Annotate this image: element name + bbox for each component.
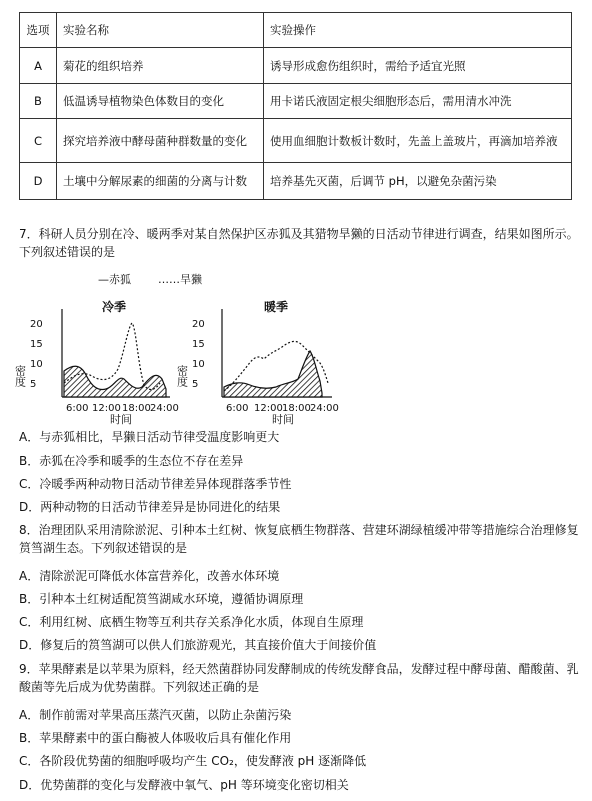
q9-option-c: C．各阶段优势菌的细胞呼吸均产生 CO₂，使发酵液 pH 逐渐降低 xyxy=(19,754,367,768)
row-name: 菊花的组织培养 xyxy=(57,48,264,84)
y-tick: 20 xyxy=(30,319,43,330)
activity-rhythm-figure xyxy=(10,265,340,427)
table-row xyxy=(20,48,572,84)
fox-curve xyxy=(64,366,166,397)
y-tick: 20 xyxy=(192,319,205,330)
x-tick: 6:00 xyxy=(226,403,249,414)
q7-option-b: B．赤狐在冷季和暖季的生态位不存在差异 xyxy=(19,454,244,468)
x-tick: 12:00 xyxy=(254,403,283,414)
q9-option-a: A．制作前需对苹果高压蒸汽灭菌，以防止杂菌污染 xyxy=(19,708,292,722)
legend-marmot: ……旱獭 xyxy=(158,273,202,286)
q9-stem: 9．苹果酵素是以苹果为原料，经天然菌群协同发酵制成的传统发酵食品，发酵过程中酵母菌、醋酸菌、乳酸菌等先后成为优势菌群。下列叙述正确的是 xyxy=(19,662,579,694)
panel-title: 冷季 xyxy=(102,300,127,314)
header-name: 实验名称 xyxy=(57,13,264,48)
q8-option-d: D．修复后的筼筜湖可以供人们旅游观光，其直接价值大于间接价值 xyxy=(19,638,377,652)
row-name: 土壤中分解尿素的细菌的分离与计数 xyxy=(57,163,264,200)
row-option: D xyxy=(20,163,57,200)
q8-stem: 8．治理团队采用清除淤泥、引种本土红树、恢复底栖生物群落、营建环湖绿植缓冲带等措施综合治理修复筼筜湖生态。下列叙述错误的是 xyxy=(19,523,579,555)
row-name: 探究培养液中酵母菌种群数量的变化 xyxy=(57,119,264,163)
y-tick: 5 xyxy=(192,379,199,390)
row-operation: 诱导形成愈伤组织时，需给予适宜光照 xyxy=(264,48,572,84)
x-tick: 24:00 xyxy=(310,403,339,414)
q9-option-b: B．苹果酵素中的蛋白酶被人体吸收后具有催化作用 xyxy=(19,731,292,745)
row-operation: 培养基先灭菌，后调节 pH，以避免杂菌污染 xyxy=(264,163,572,200)
panel-warm xyxy=(176,299,339,426)
x-tick: 18:00 xyxy=(282,403,311,414)
legend-fox: —赤狐 xyxy=(98,273,131,286)
row-option: C xyxy=(20,119,57,163)
x-tick: 12:00 xyxy=(92,403,121,414)
x-axis-label: 时间 xyxy=(110,413,132,426)
q8-option-a: A．清除淤泥可降低水体富营养化，改善水体环境 xyxy=(19,569,280,583)
header-operation: 实验操作 xyxy=(264,13,572,48)
x-tick: 18:00 xyxy=(122,403,151,414)
panel-cold xyxy=(14,299,179,426)
table-row xyxy=(20,84,572,119)
y-axis-label: 密度 xyxy=(13,365,27,387)
table-row xyxy=(20,163,572,200)
row-operation: 用卡诺氏液固定根尖细胞形态后，需用清水冲洗 xyxy=(264,84,572,119)
q7-stem: 7．科研人员分别在冷、暖两季对某自然保护区赤狐及其猎物旱獭的日活动节律进行调查，结果如图所示。下列叙述错误的是 xyxy=(19,227,579,259)
y-axis-label: 密度 xyxy=(175,365,189,387)
x-axis-label: 时间 xyxy=(272,413,294,426)
row-option: A xyxy=(20,48,57,84)
header-option: 选项 xyxy=(20,13,57,48)
q9-option-d: D．优势菌群的变化与发酵液中氧气、pH 等环境变化密切相关 xyxy=(19,778,349,792)
y-tick: 5 xyxy=(30,379,37,390)
q7-option-c: C．冷暖季两种动物日活动节律差异体现群落季节性 xyxy=(19,477,292,491)
x-tick: 6:00 xyxy=(66,403,89,414)
x-tick: 24:00 xyxy=(150,403,179,414)
q7-option-a: A．与赤狐相比，旱獭日活动节律受温度影响更大 xyxy=(19,430,280,444)
table-header-row xyxy=(20,13,572,48)
y-tick: 10 xyxy=(192,359,205,370)
q8-option-b: B．引种本土红树适配筼筜湖咸水环境，遵循协调原理 xyxy=(19,592,304,606)
panel-title: 暖季 xyxy=(264,300,289,314)
row-option: B xyxy=(20,84,57,119)
q7-option-d: D．两种动物的日活动节律差异是协同进化的结果 xyxy=(19,500,281,514)
y-tick: 15 xyxy=(192,339,205,350)
row-name: 低温诱导植物染色体数目的变化 xyxy=(57,84,264,119)
y-tick: 10 xyxy=(30,359,43,370)
y-tick: 15 xyxy=(30,339,43,350)
row-operation: 使用血细胞计数板计数时，先盖上盖玻片，再滴加培养液 xyxy=(264,119,572,163)
table-row xyxy=(20,119,572,163)
activity-chart xyxy=(10,265,340,427)
q8-option-c: C．利用红树、底栖生物等互利共存关系净化水质，体现自生原理 xyxy=(19,615,364,629)
options-table xyxy=(19,12,572,200)
fox-curve xyxy=(224,351,322,397)
